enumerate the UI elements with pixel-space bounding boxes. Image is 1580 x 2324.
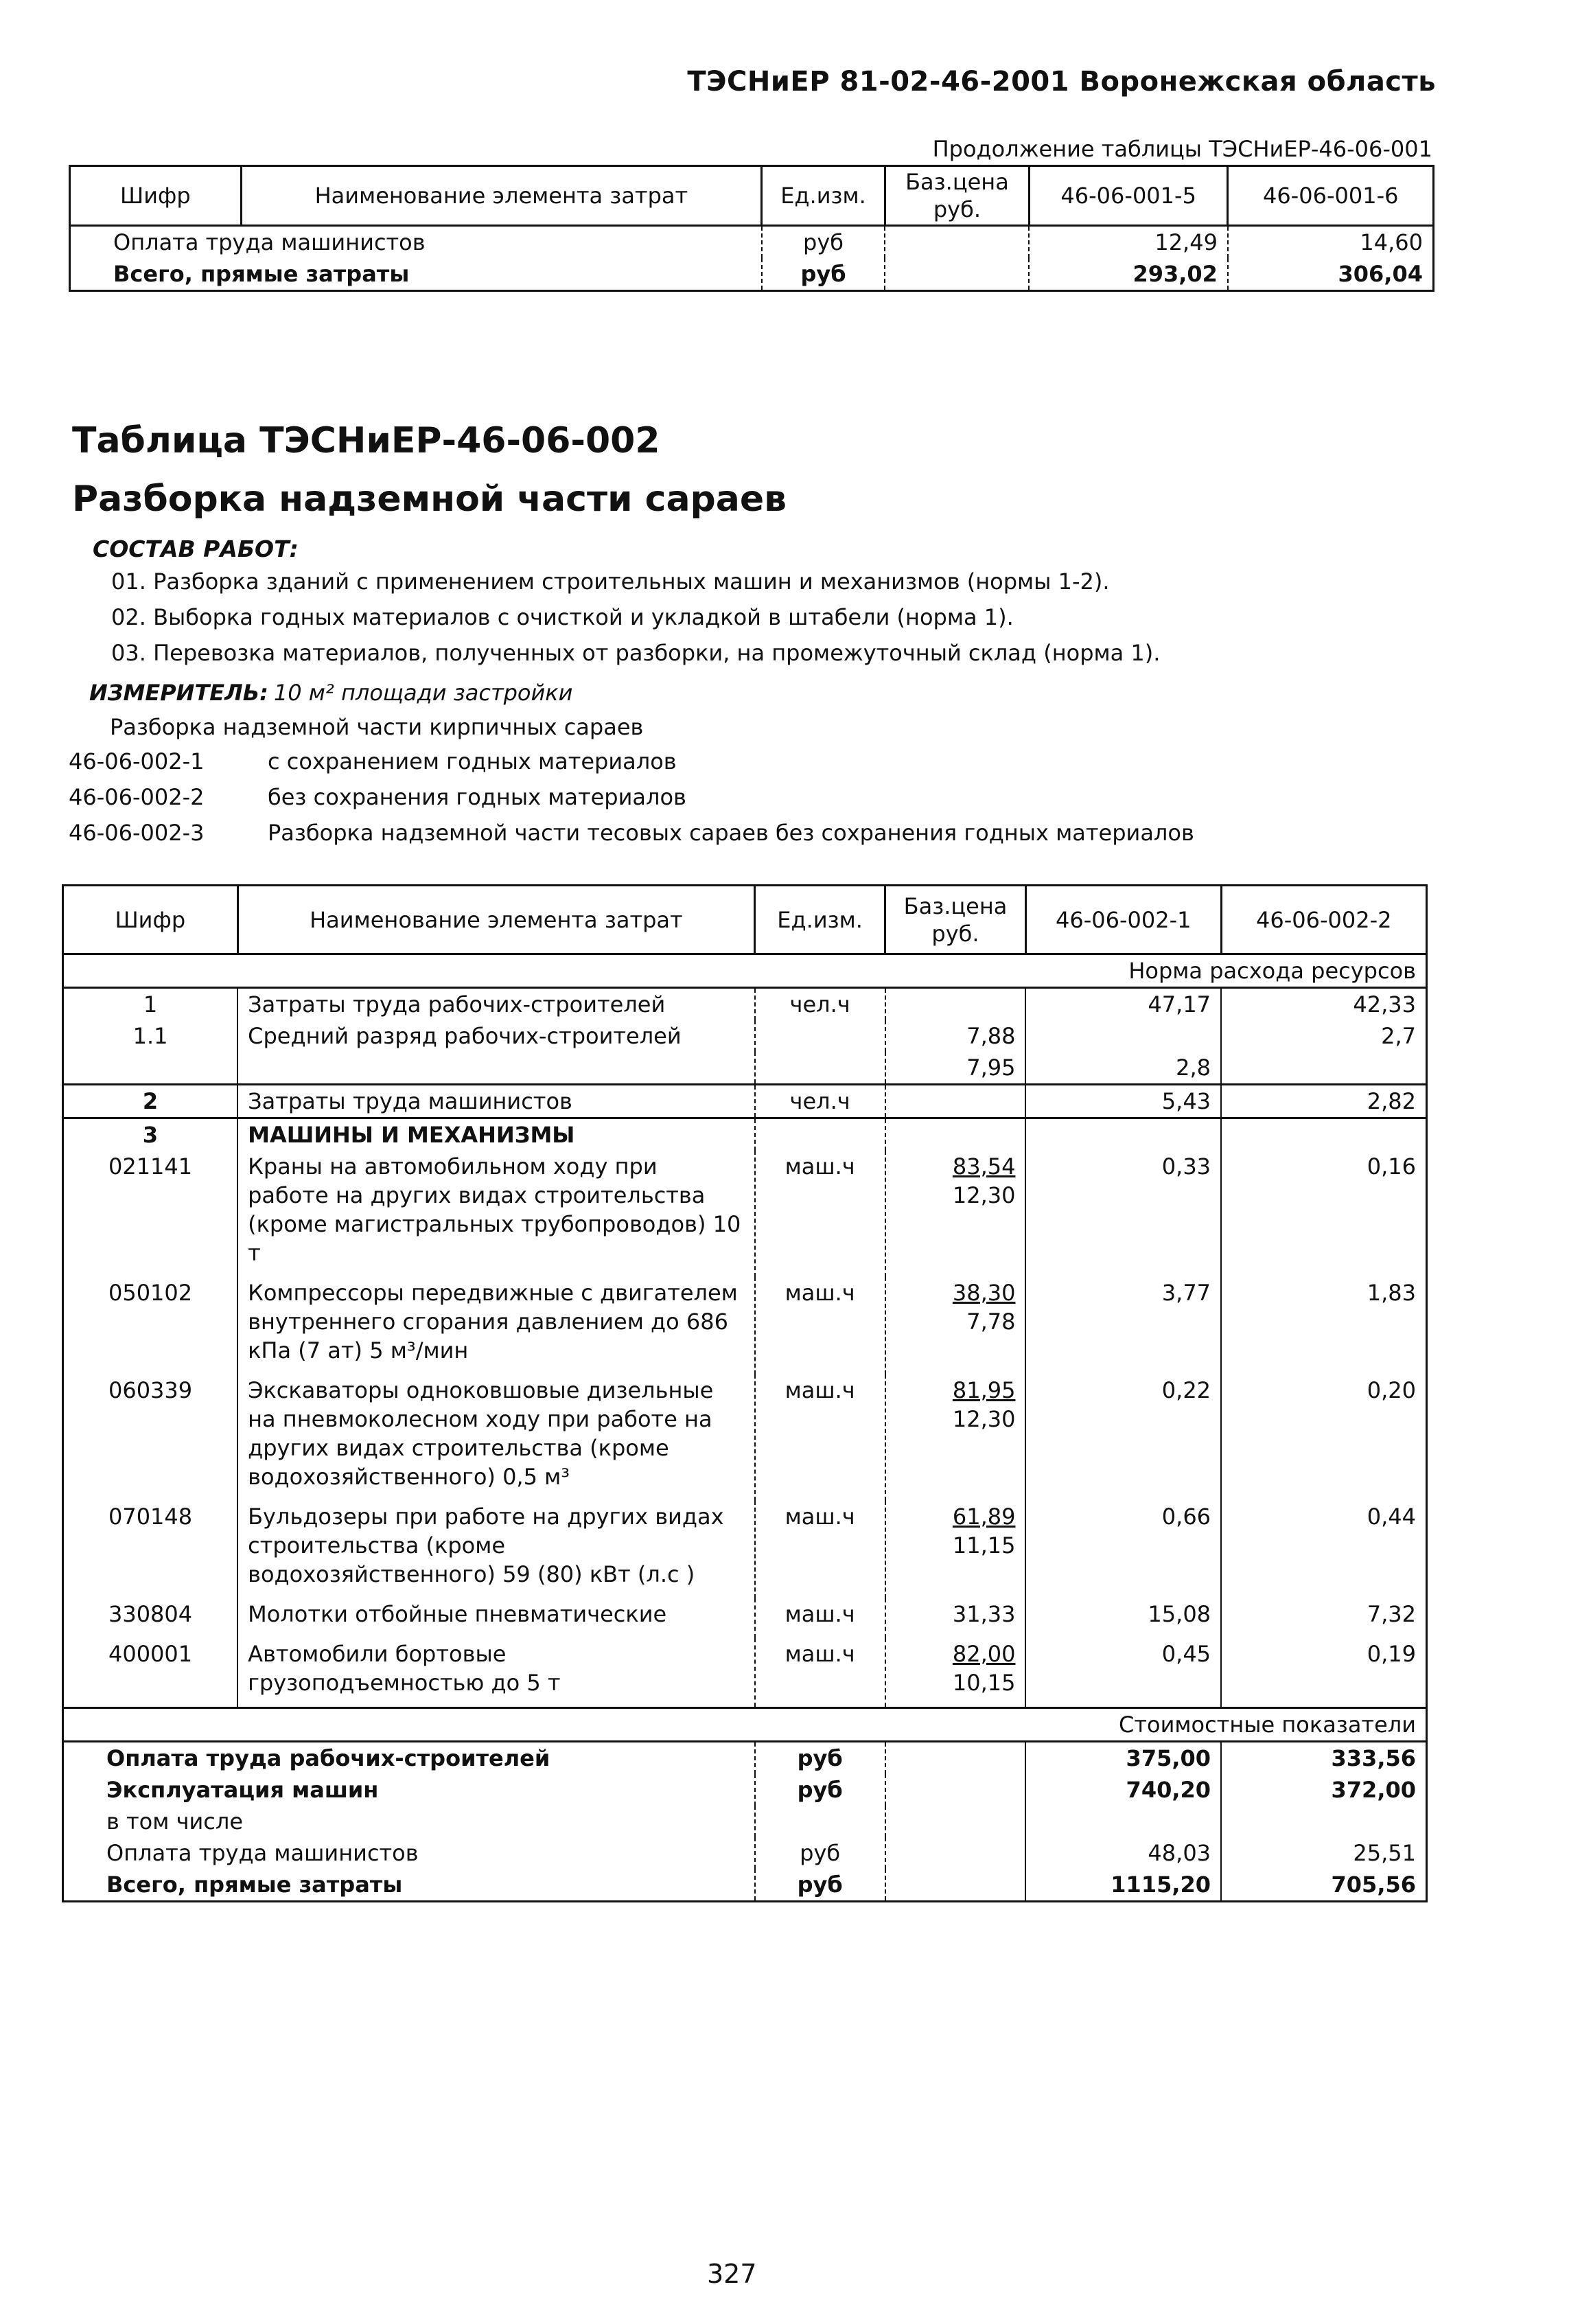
document-header: ТЭСНиЕР 81-02-46-2001 Воронежская область (687, 66, 1436, 97)
column-header: 46-06-002-2 (1221, 886, 1426, 954)
price-secondary: 10,15 (952, 1670, 1016, 1696)
cell-price (885, 1638, 1026, 1708)
work-item: 01. Разборка зданий с применением строительных машин и механизмов (нормы 1-2). (111, 568, 1110, 595)
cell-price (885, 1774, 1026, 1806)
code: 46-06-002-1 (69, 748, 205, 774)
cell-name: Всего, прямые затраты (70, 258, 762, 291)
column-header: Наименование элемента затрат (241, 166, 761, 226)
cell-value: 0,66 (1025, 1501, 1221, 1598)
cell-value (1025, 1118, 1221, 1151)
price-value: 61,89 (952, 1504, 1016, 1530)
cell-value: 705,56 (1221, 1869, 1426, 1902)
column-header: Шифр (63, 886, 238, 954)
cell-name: Средний разряд рабочих-строителей (248, 1023, 682, 1049)
cell-name: Молотки отбойные пневматические (248, 1601, 667, 1627)
cell-value: 2,82 (1221, 1085, 1426, 1118)
cell-value: 2,7 (1221, 1020, 1426, 1052)
cell-price (885, 1151, 1026, 1277)
cell-price: 31,33 (885, 1598, 1026, 1638)
continuation-label: Продолжение таблицы ТЭСНиЕР-46-06-001 (932, 136, 1432, 162)
price-secondary: 12,30 (952, 1182, 1016, 1208)
cell-value: 372,00 (1221, 1774, 1426, 1806)
cell-name: Оплата труда рабочих-строителей (63, 1742, 755, 1775)
work-item: 03. Перевозка материалов, полученных от разборки, на промежуточный склад (норма 1). (111, 640, 1161, 666)
section-header-row (63, 1708, 1427, 1742)
cell-unit (755, 1118, 885, 1151)
measure-unit-line (89, 680, 572, 706)
cell-name: Компрессоры передвижные с двигателем внутреннего сгорания давлением до 686 кПа (7 ат) 5 м³/мин (248, 1280, 738, 1364)
cell-name: Затраты труда рабочих-строителей (248, 991, 666, 1017)
cell-price (885, 1118, 1026, 1151)
measure-value: 10 м² площади застройки (273, 680, 573, 706)
price-value: 81,95 (952, 1377, 1016, 1403)
cell-code: 1 (63, 988, 238, 1021)
cell-code: 330804 (63, 1598, 238, 1638)
table-row (63, 1374, 1427, 1501)
cell-value: 0,19 (1221, 1638, 1426, 1708)
cell-price (885, 988, 1026, 1021)
work-item: 02. Выборка годных материалов с очисткой и укладкой в штабели (норма 1). (111, 604, 1014, 630)
cell-price (885, 1806, 1026, 1837)
cell-value: 1,83 (1221, 1277, 1426, 1374)
cell-value: 25,51 (1221, 1837, 1426, 1869)
cell-price (885, 258, 1029, 291)
table-row (70, 226, 1434, 259)
cell-value: 375,00 (1025, 1742, 1221, 1775)
cell-value (1221, 1806, 1426, 1837)
code: 46-06-002-2 (69, 784, 205, 810)
column-header: 46-06-001-6 (1228, 166, 1434, 226)
cell-value: 0,22 (1025, 1374, 1221, 1501)
cost-table-continued (69, 165, 1434, 292)
table-row (63, 988, 1427, 1021)
cell-unit (755, 1020, 885, 1052)
cost-header: Стоимостные показатели (63, 1708, 1427, 1742)
cell-code: 070148 (63, 1501, 238, 1598)
cell-unit: маш.ч (755, 1501, 885, 1598)
cell-name: в том числе (63, 1806, 755, 1837)
cell-name: Эксплуатация машин (63, 1774, 755, 1806)
table-subtitle: Разборка надземной части сараев (72, 479, 787, 520)
cell-value: 2,8 (1025, 1052, 1221, 1085)
norm-header: Норма расхода ресурсов (63, 954, 1427, 988)
cell-value: 0,33 (1025, 1151, 1221, 1277)
code-description-row (69, 784, 686, 810)
column-header: Ед.изм. (762, 166, 885, 226)
column-header: Наименование элемента затрат (237, 886, 755, 954)
table-row (70, 258, 1434, 291)
column-header: Баз.цена руб. (885, 166, 1029, 226)
cell-value: 0,20 (1221, 1374, 1426, 1501)
page-number: 327 (707, 2259, 757, 2289)
code: 46-06-002-3 (69, 820, 205, 846)
table-row (63, 1277, 1427, 1374)
cell-name: Затраты труда машинистов (237, 1085, 755, 1118)
table-row (63, 1085, 1427, 1118)
table-row (63, 1638, 1427, 1708)
cell-value: 47,17 (1025, 988, 1221, 1021)
price-secondary: 11,15 (952, 1532, 1016, 1558)
group-label: Разборка надземной части кирпичных сараев (110, 714, 644, 740)
cell-name: Автомобили бортовые грузоподъемностью до 5 т (248, 1641, 561, 1696)
table-row (63, 1598, 1427, 1638)
price-secondary: 7,78 (966, 1309, 1016, 1335)
cell-unit: руб (755, 1837, 885, 1869)
cell-name: Оплата труда машинистов (70, 226, 762, 259)
cell-value (1221, 1118, 1426, 1151)
table-row (63, 1806, 1427, 1837)
cell-code: 400001 (63, 1638, 238, 1708)
code-description-row (69, 820, 1194, 846)
cell-code (63, 1052, 238, 1085)
resource-table (62, 884, 1428, 1902)
cell-code: 2 (63, 1085, 238, 1118)
table-row (63, 1052, 1427, 1085)
cell-name (237, 1052, 755, 1085)
table-row (63, 1742, 1427, 1775)
cell-price (885, 1742, 1026, 1775)
table-row (63, 1151, 1427, 1277)
cell-value: 0,45 (1025, 1638, 1221, 1708)
cell-name: Краны на автомобильном ходу при работе на других видах строительства (кроме магистральных трубопроводов) 10 т (248, 1153, 741, 1266)
column-header: Шифр (70, 166, 242, 226)
cell-unit: руб (755, 1742, 885, 1775)
cell-value: 0,16 (1221, 1151, 1426, 1277)
cell-unit: руб (755, 1774, 885, 1806)
cell-value: 293,02 (1029, 258, 1228, 291)
cell-value: 3,77 (1025, 1277, 1221, 1374)
code-description-row (69, 748, 677, 774)
cell-price (885, 1869, 1026, 1902)
column-header: 46-06-001-5 (1029, 166, 1228, 226)
cell-value (1221, 1052, 1426, 1085)
cell-unit: руб (755, 1869, 885, 1902)
column-header: Баз.цена руб. (885, 886, 1026, 954)
cell-code: 021141 (63, 1151, 238, 1277)
price-value: 83,54 (952, 1153, 1016, 1180)
cell-value: 1115,20 (1025, 1869, 1221, 1902)
cell-unit: маш.ч (755, 1277, 885, 1374)
table-row (63, 1869, 1427, 1902)
column-header: 46-06-002-1 (1025, 886, 1221, 954)
table-row (63, 1501, 1427, 1598)
cell-unit (755, 1052, 885, 1085)
cell-unit: чел.ч (755, 988, 885, 1021)
cell-value: 14,60 (1228, 226, 1434, 259)
cell-price (885, 1837, 1026, 1869)
cell-price: 7,88 (885, 1020, 1026, 1052)
column-header: Ед.изм. (755, 886, 885, 954)
cell-value (1025, 1806, 1221, 1837)
cell-unit (755, 1806, 885, 1837)
cell-value: 7,32 (1221, 1598, 1426, 1638)
cell-unit: маш.ч (755, 1638, 885, 1708)
table-row (63, 1837, 1427, 1869)
cell-price: 7,95 (885, 1052, 1026, 1085)
cell-price (885, 1277, 1026, 1374)
cell-code: 060339 (63, 1374, 238, 1501)
cell-price (885, 1501, 1026, 1598)
cell-code: 3 (63, 1118, 238, 1151)
cell-name: Всего, прямые затраты (63, 1869, 755, 1902)
cell-name: Бульдозеры при работе на других видах строительства (кроме водохозяйственного) 59 (80) кВт (л.с ) (248, 1504, 724, 1587)
table-row (63, 1774, 1427, 1806)
price-value: 82,00 (952, 1641, 1016, 1667)
cell-value: 5,43 (1025, 1085, 1221, 1118)
work-composition-label: СОСТАВ РАБОТ: (93, 536, 299, 562)
cell-name: МАШИНЫ И МЕХАНИЗМЫ (248, 1122, 575, 1148)
cell-value: 0,44 (1221, 1501, 1426, 1598)
cell-price (885, 1085, 1026, 1118)
cell-value: 15,08 (1025, 1598, 1221, 1638)
cell-code: 050102 (63, 1277, 238, 1374)
table-row (63, 1118, 1427, 1151)
table-header-row (63, 886, 1427, 954)
code-description: Разборка надземной части тесовых сараев без сохранения годных материалов (268, 820, 1194, 846)
cell-name: Оплата труда машинистов (63, 1837, 755, 1869)
cell-value: 333,56 (1221, 1742, 1426, 1775)
measure-label: ИЗМЕРИТЕЛЬ: (89, 680, 268, 706)
cell-name: Экскаваторы одноковшовые дизельные на пневмоколесном ходу при работе на других видах строительства (кроме водохозяйственного) 0,5 м³ (248, 1377, 714, 1490)
cell-code: 1.1 (63, 1020, 238, 1052)
code-description: с сохранением годных материалов (268, 748, 677, 774)
cell-value: 306,04 (1228, 258, 1434, 291)
cell-unit: руб (762, 258, 885, 291)
cell-value (1025, 1020, 1221, 1052)
cell-value: 42,33 (1221, 988, 1426, 1021)
cell-unit: маш.ч (755, 1151, 885, 1277)
cell-unit: маш.ч (755, 1598, 885, 1638)
cell-price (885, 226, 1029, 259)
table-row (63, 1020, 1427, 1052)
cell-value: 48,03 (1025, 1837, 1221, 1869)
cell-value: 740,20 (1025, 1774, 1221, 1806)
cell-unit: руб (762, 226, 885, 259)
section-header-row (63, 954, 1427, 988)
cell-unit: маш.ч (755, 1374, 885, 1501)
price-secondary: 12,30 (952, 1406, 1016, 1432)
cell-unit: чел.ч (755, 1085, 885, 1118)
table-header-row (70, 166, 1434, 226)
table-title: Таблица ТЭСНиЕР-46-06-002 (72, 420, 660, 461)
cell-value: 12,49 (1029, 226, 1228, 259)
cell-price (885, 1374, 1026, 1501)
price-value: 38,30 (952, 1280, 1016, 1306)
code-description: без сохранения годных материалов (268, 784, 686, 810)
